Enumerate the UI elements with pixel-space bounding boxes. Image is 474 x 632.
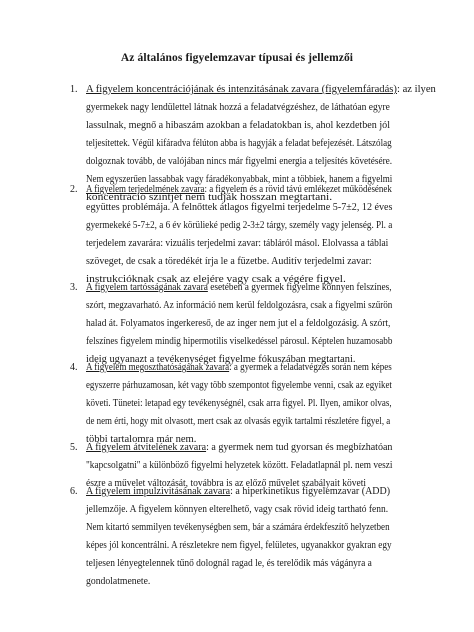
item-heading: A figyelem impulzivitásának zavara — [86, 486, 231, 497]
item-heading: A figyelem átvitelének zavara — [86, 442, 207, 453]
item-text-line: Nem egyszerűen lassabbak vagy fáradékonyabbak, mint a többiek, hanem a figyelmi — [86, 174, 393, 185]
item-first-line — [86, 82, 436, 98]
item-heading: A figyelem tartósságának zavara — [86, 282, 208, 293]
item-text-line: : a figyelem és a rövid távú emlékezet működésének — [204, 184, 392, 195]
item-text-line: lassulnak, megnő a hibaszám azokban a feladatokban is, ahol kezdetben jól — [86, 120, 391, 131]
item-number: 2. — [70, 184, 78, 195]
item-text-line: terjedelem zavarára: vizuális terjedelmi zavar: tábláról másol. Elolvassa a táblai — [86, 238, 389, 249]
item-text-line: szórt, megzavarható. Az információ nem kerül feldolgozásra, csak a figyelmi szűrön — [86, 300, 393, 311]
item-text-line: együttes problémája. A felnőttek átlagos figyelmi terjedelme 5-7±2, 12 éves — [86, 202, 393, 213]
item-text-line: koncentráció szintjét nem tudják hosszan megtartani. — [86, 192, 333, 203]
item-text-line: képes jól koncentrálni. A részletekre nem figyel, felületes, ugyanakkor gyakran egy — [86, 540, 392, 551]
item-heading: A figyelem koncentrációjának és intenzitásának zavara (figyelemfáradás) — [86, 84, 397, 95]
item-text-line: instrukcióknak csak az elejére vagy csak a végére figyel. — [86, 274, 346, 285]
item-first-line — [86, 360, 392, 376]
item-text-line: : a hiperkinetikus figyelemzavar (ADD) — [230, 486, 391, 497]
item-text-line: dolgoznak tovább, de valójában nincs már figyelmi energia a teljesítés követésére. — [86, 156, 393, 167]
item-text-line: teljesítettek. Végül kifáradva félúton abba is hagyják a feladat befejezését. Látszólag — [86, 138, 392, 149]
item-text-line: gondolatmenete. — [86, 576, 151, 587]
item-text-line: észre a művelet változását, továbbra is az előző művelet szabályait követi — [86, 478, 367, 489]
item-text-line: ideig ugyanazt a tevékenységet figyelme fókuszában megtartani. — [86, 354, 356, 365]
item-text-line: teljesen lényegtelennek tűnő dolognál ragad le, és terelődik más vágányra a — [86, 558, 372, 569]
item-text-line: : a gyermek nem tud gyorsan és megbízhatóan — [206, 442, 393, 453]
item-number: 5. — [70, 442, 78, 453]
item-text-line: követi. Tünetei: letapad egy tevékenységnél, csak arra figyel. Pl. Ilyen, amikor olvas, — [86, 398, 392, 409]
item-heading: A figyelem terjedelmének zavara — [86, 184, 205, 195]
item-text-line: gyermekek nagy lendülettel látnak hozzá a feladatvégzéshez, de láthatóan egyre — [86, 102, 390, 113]
item-number: 6. — [70, 486, 78, 497]
item-text-line: Nem kitartó semmilyen tevékenységben sem, bár a számára érdekfeszítő helyzetben — [86, 522, 390, 533]
item-first-line — [86, 440, 392, 456]
item-number: 1. — [70, 84, 78, 95]
item-text-line: halad át. Folyamatos ingerkereső, de az inger nem jut el a feldolgozásig. A szórt, — [86, 318, 391, 329]
item-text-line: jellemzője. A figyelem könnyen elterelhető, vagy csak rövid ideig tartható fenn. — [86, 504, 389, 515]
item-text-line: felszínes figyelem mindig hipermotilis viselkedéssel párosul. Képtelen huzamosabb — [86, 336, 393, 347]
item-text-line: "kapcsolgatni" a különböző figyelmi helyzetek között. Feladatlapnál pl. nem veszi — [86, 460, 393, 471]
item-text-line: többi tartalomra már nem. — [86, 434, 197, 445]
item-text-line: egyszerre párhuzamosan, két vagy több szempontot figyelembe venni, csak az egyiket — [86, 380, 392, 391]
item-text-line: : az ilyen — [396, 84, 436, 95]
item-number: 4. — [70, 362, 78, 373]
item-first-line — [86, 280, 392, 296]
item-text-line: szöveget, de csak a töredékét írja le a füzetbe. Auditív terjedelmi zavar: — [86, 256, 372, 267]
item-first-line — [86, 182, 392, 198]
item-number: 3. — [70, 282, 78, 293]
document-title: Az általános figyelemzavar típusai és jellemzői — [120, 52, 354, 64]
item-text-line: : a gyermek a feladatvégzés során nem képes — [229, 362, 392, 373]
item-text-line: de nem érti, hogy mit olvasott, mert csak az olvasás egyik tartalmi részletére figyel, a — [86, 416, 391, 427]
item-heading: A figyelem megoszthatóságának zavara — [86, 362, 230, 373]
item-first-line — [86, 484, 390, 500]
item-text-line: gyermekeké 5-7±2, a 6 év körülieké pedig 2-3±2 tárgy, személy vagy jelenség. Pl. a — [86, 220, 393, 231]
item-text-line: esetében a gyermek figyelme könnyen felszínes, — [207, 282, 392, 293]
